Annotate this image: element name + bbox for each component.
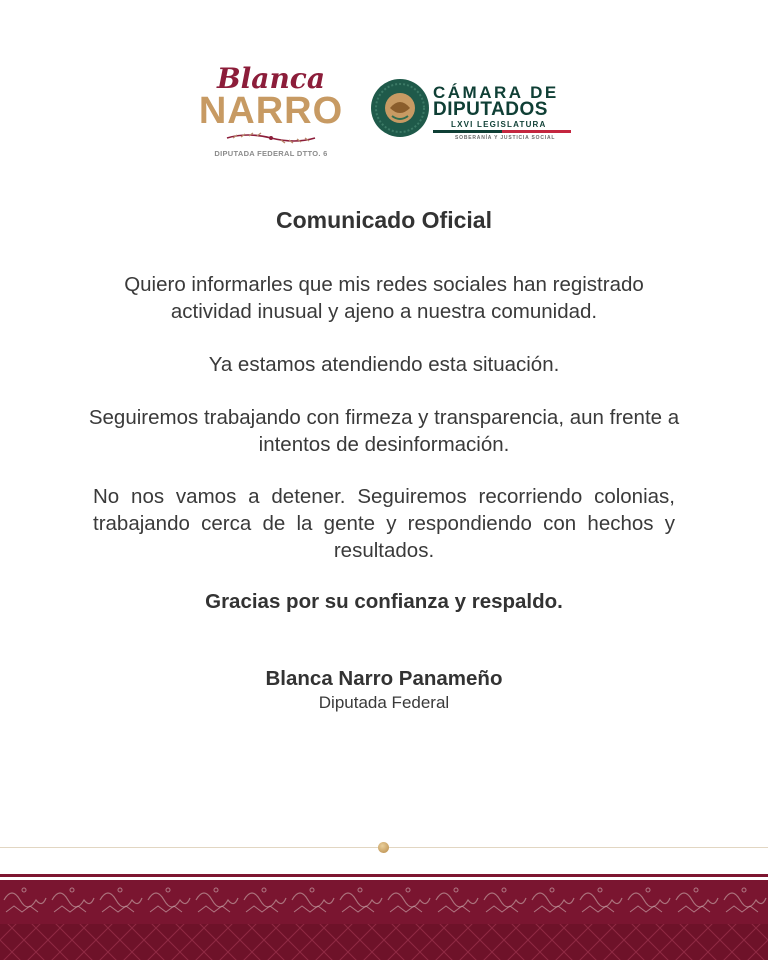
signature-role: Diputada Federal [318, 693, 450, 712]
paragraph-3: Seguiremos trabajando con firmeza y transparencia, aun frente a intentos de desinformación. [88, 406, 680, 456]
camara-line1: CÁMARA DE [433, 83, 559, 102]
blanca-narro-logo [196, 64, 346, 156]
camara-line2: DIPUTADOS [433, 99, 548, 120]
signature-name: Blanca Narro Panameño [265, 667, 503, 690]
camara-diputados-logo [370, 78, 575, 140]
camara-color-bar [433, 130, 571, 133]
logo-subtitle: DIPUTADA FEDERAL DTTO. 6 [214, 149, 328, 158]
paragraph-1: Quiero informarles que mis redes sociales han registrado actividad inusual y ajeno a nuestra comunidad. [124, 273, 644, 323]
footer-thin-band [0, 874, 768, 877]
closing-line: Gracias por su confianza y respaldo. [205, 590, 563, 613]
national-seal-icon [370, 78, 430, 138]
logo-script-text: Blanca [217, 62, 325, 95]
paragraph-2: Ya estamos atendiendo esta situación. [208, 353, 560, 376]
logo-name-text: NARRO [198, 90, 344, 132]
pattern-motif-icon [0, 880, 768, 960]
paragraph-4: No nos vamos a detener. Seguiremos recorriendo colonias, trabajando cerca de la gente y respondiendo con hechos y resultados. [93, 485, 675, 562]
laurel-ornament-icon [223, 132, 319, 144]
camara-legislatura: LXVI LEGISLATURA [451, 120, 547, 129]
document-title: Comunicado Oficial [276, 207, 492, 233]
camara-motto: SOBERANÍA Y JUSTICIA SOCIAL [455, 135, 556, 141]
footer-pattern-band [0, 880, 768, 960]
gold-dot-ornament [378, 842, 389, 853]
